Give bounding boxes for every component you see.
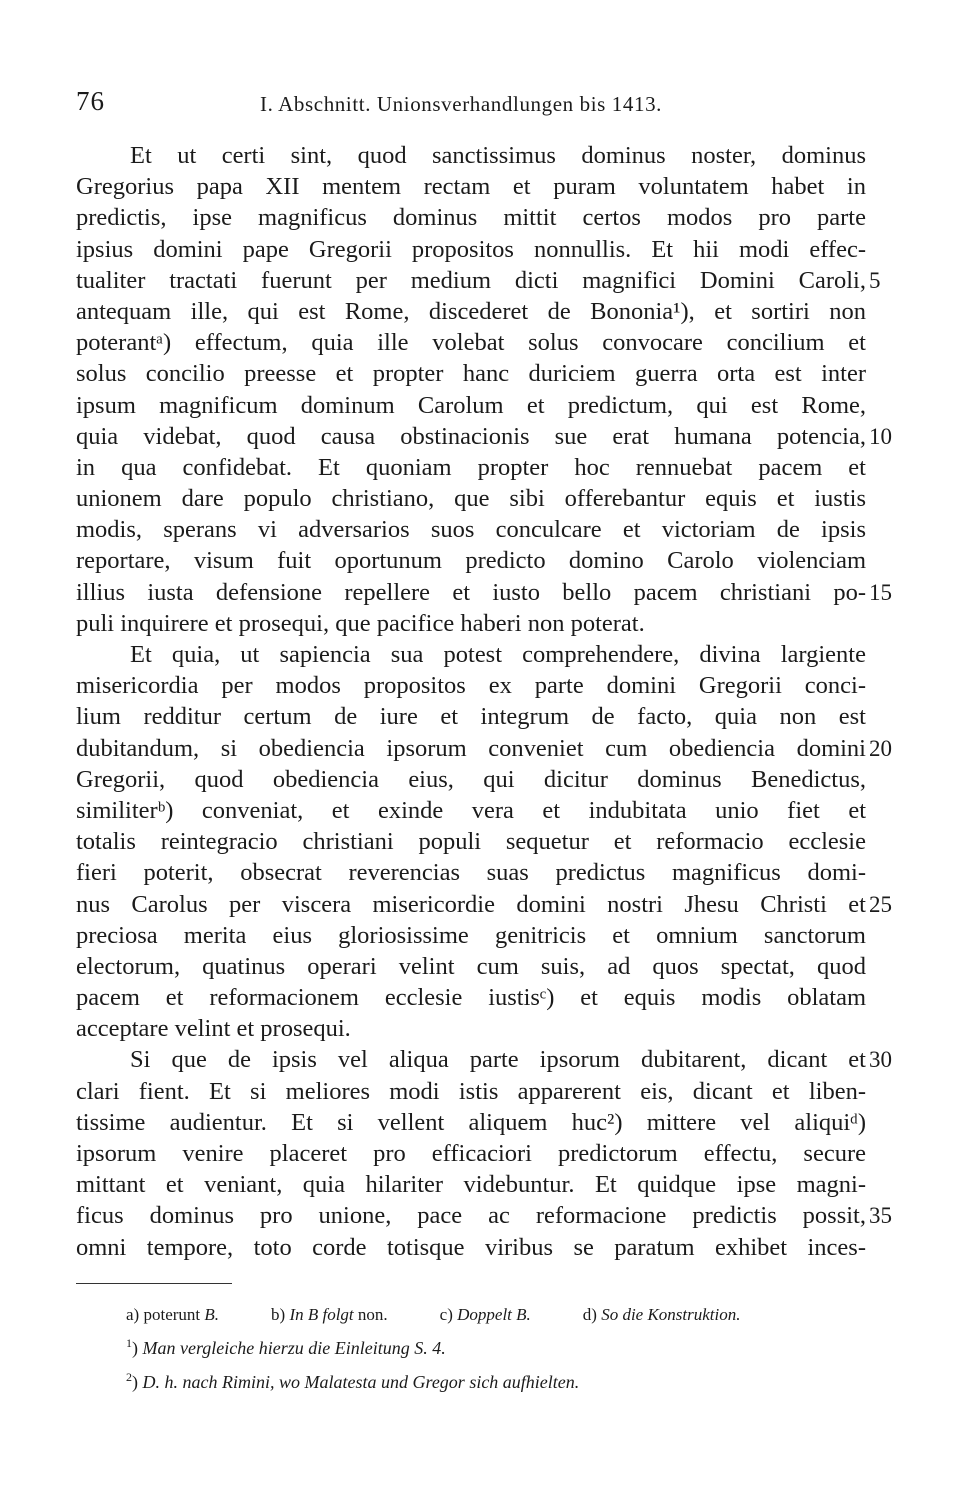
line-number: 30 <box>869 1047 892 1073</box>
line-text: electorum, quatinus operari velint cum suis, ad quos spectat, quod <box>76 952 866 980</box>
line-text: pacem et reformacionem ecclesie iustisᶜ) et equis modis oblatam <box>76 984 866 1012</box>
line-text: misericordia per modos propositos ex parte domini Gregorii conci- <box>76 672 866 700</box>
text-line <box>76 202 866 233</box>
line-text: ficus dominus pro unione, pace ac reformacione predictis possit, <box>76 1202 866 1230</box>
text-line <box>76 390 866 421</box>
line-text: mittant et veniant, quia hilariter videbuntur. Et quidque ipse magni- <box>76 1171 866 1199</box>
apparatus-note-d: d) So die Konstruktion. <box>582 1305 741 1324</box>
line-text: Si que de ipsis vel aliqua parte ipsorum dubitarent, dicant et <box>130 1046 866 1074</box>
footnote-rule <box>76 1283 232 1284</box>
line-text: in qua confidebat. Et quoniam propter hoc rennuebat pacem et <box>76 453 866 481</box>
line-text: omni tempore, toto corde totisque viribus se paratum exhibet inces- <box>76 1233 866 1261</box>
footnote-2: $^2$) D. h. nach Rimini, wo Malatesta und Gregor sich aufhielten. <box>126 1370 580 1392</box>
line-text: similiterᵇ) conveniat, et exinde vera et indubitata unio fiet et <box>76 796 866 824</box>
text-line <box>76 1044 892 1075</box>
line-text: ipsum magnificum dominum Carolum et predictum, qui est Rome, <box>76 391 866 419</box>
line-text: reportare, visum fuit oportunum predicto domino Carolo violenciam <box>76 547 866 575</box>
text-line <box>76 889 892 920</box>
apparatus-note-b: b) In B folgt non. <box>271 1305 388 1324</box>
text-line <box>76 1232 866 1263</box>
text-line <box>76 764 866 795</box>
line-number: 10 <box>869 423 892 449</box>
page-number: 76 <box>76 86 105 116</box>
body-text <box>76 140 892 1263</box>
text-line <box>76 265 881 296</box>
line-text: dubitandum, si obediencia ipsorum conveniet cum obediencia domini <box>76 734 866 762</box>
text-line <box>76 857 866 888</box>
line-text: lium redditur certum de iure et integrum de facto, quia non est <box>76 703 866 731</box>
text-line <box>76 358 866 389</box>
line-text: totalis reintegracio christiani populi sequetur et reformacio ecclesie <box>76 828 866 856</box>
text-line <box>76 296 866 327</box>
line-text: ipsorum venire placeret pro efficaciori predictorum effectu, secure <box>76 1140 866 1167</box>
text-line <box>76 1138 866 1169</box>
line-text: quia videbat, quod causa obstinacionis sue erat humana potencia, <box>76 422 866 450</box>
text-line <box>76 670 866 701</box>
text-line <box>76 608 866 639</box>
line-text: antequam ille, qui est Rome, discederet de Bononia¹), et sortiri non <box>76 297 866 325</box>
line-text: poterantᵃ) effectum, quia ille volebat solus convocare concilium et <box>76 329 866 357</box>
line-text: ipsius domini pape Gregorii propositos nonnullis. Et hii modi effec- <box>76 235 866 263</box>
line-text: illius iusta defensione repellere et iusto bello pacem christiani po- <box>76 578 866 606</box>
line-text: tualiter tractati fuerunt per medium dicti magnifici Domini Caroli, <box>76 266 866 294</box>
line-number: 5 <box>869 267 881 293</box>
text-line <box>76 920 866 951</box>
text-line <box>76 951 866 982</box>
apparatus-notes <box>126 1302 866 1328</box>
running-title: I. Abschnitt. Unionsverhandlungen bis 1413. <box>260 92 663 116</box>
text-line <box>76 421 892 452</box>
text-line <box>76 140 866 171</box>
line-text: solus concilio preesse et propter hanc duriciem guerra orta est inter <box>76 360 866 388</box>
text-line <box>76 171 866 202</box>
text-line <box>76 327 866 358</box>
text-line <box>76 577 892 608</box>
line-number: 25 <box>869 891 892 917</box>
line-text: Gregorius papa XII mentem rectam et puram voluntatem habet in <box>76 173 866 201</box>
footnotes <box>126 1302 866 1396</box>
text-line <box>76 483 866 514</box>
text-line <box>76 1200 892 1231</box>
text-line <box>76 1013 866 1044</box>
text-line <box>76 1107 866 1138</box>
text-line <box>76 982 866 1013</box>
text-line <box>76 701 866 732</box>
line-text: clari fient. Et si meliores modi istis apparerent eis, dicant et liben- <box>76 1077 866 1105</box>
footnote-1: $^1$) Man vergleiche hierzu die Einleitung S. 4. <box>126 1336 446 1358</box>
line-number: 20 <box>869 735 892 761</box>
text-line <box>76 545 866 576</box>
line-text: fieri poterit, obsecrat reverencias suas predictus magnificus domi- <box>76 859 866 887</box>
line-text: unionem dare populo christiano, que sibi offerebantur equis et iustis <box>76 485 866 513</box>
line-number: 35 <box>869 1203 892 1229</box>
text-line <box>76 1169 866 1200</box>
line-text: Gregorii, quod obediencia eius, qui dicitur dominus Benedictus, <box>76 765 866 793</box>
text-line <box>76 733 892 764</box>
line-number: 15 <box>869 579 892 605</box>
line-text: Et ut certi sint, quod sanctissimus dominus noster, dominus <box>130 142 866 169</box>
line-text: preciosa merita eius gloriosissime genitricis et omnium sanctorum <box>76 921 866 949</box>
text-line <box>76 795 866 826</box>
text-line <box>76 234 866 265</box>
text-line <box>76 452 866 483</box>
apparatus-note-c: c) Doppelt B. <box>439 1305 531 1324</box>
line-text: modis, sperans vi adversarios suos conculcare et victoriam de ipsis <box>76 516 866 544</box>
line-text: nus Carolus per viscera misericordie domini nostri Jhesu Christi et <box>76 890 866 918</box>
text-line <box>76 826 866 857</box>
text-line <box>76 1076 866 1107</box>
line-text: Et quia, ut sapiencia sua potest comprehendere, divina largiente <box>130 641 866 668</box>
apparatus-note-a: a) poterunt B. <box>126 1305 220 1324</box>
text-line <box>76 639 866 670</box>
line-text: acceptare velint et prosequi. <box>76 1015 351 1043</box>
line-text: tissime audientur. Et si vellent aliquem huc²) mittere vel aliquiᵈ) <box>76 1108 866 1136</box>
line-text: predictis, ipse magnificus dominus mittit certos modos pro parte <box>76 204 866 232</box>
page-header <box>76 86 866 116</box>
text-line <box>76 514 866 545</box>
line-text: puli inquirere et prosequi, que pacifice haberi non poterat. <box>76 609 645 637</box>
